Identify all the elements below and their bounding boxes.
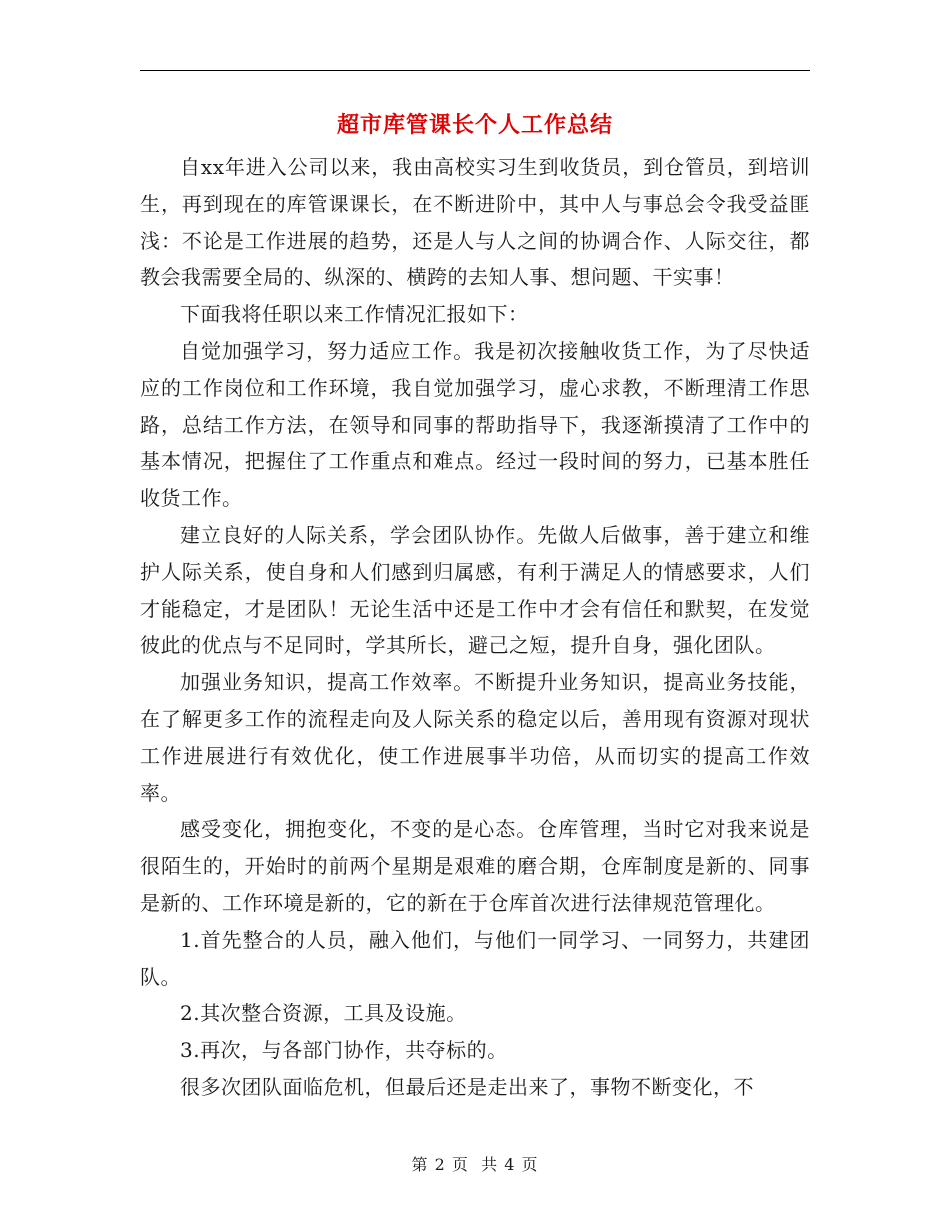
paragraph-efficiency: 加强业务知识，提高工作效率。不断提升业务知识，提高业务技能，在了解更多工作的流程走向及人际关系的稳定以后，善用现有资源对现状工作进展进行有效优化，使工作进展事半功倍，从而切实的提高工作效率。	[140, 670, 810, 805]
footer-suffix: 页	[521, 1155, 539, 1174]
footer-middle: 页 共	[451, 1155, 499, 1174]
paragraph-crisis: 很多次团队面临危机，但最后还是走出来了，事物不断变化，不	[180, 1074, 754, 1099]
paragraph-change: 感受变化，拥抱变化，不变的是心态。仓库管理，当时它对我来说是很陌生的，开始时的前两个星期是艰难的磨合期，仓库制度是新的、同事是新的、工作环境是新的，它的新在于仓库首次进行法律规范管理化。	[140, 817, 810, 915]
current-page-number: 2	[434, 1155, 446, 1174]
header-rule	[140, 70, 810, 71]
list-item-1: 1.首先整合的人员，融入他们，与他们一同学习、一同努力，共建团队。	[140, 927, 810, 989]
page-number-footer	[0, 1153, 950, 1177]
document-body	[140, 149, 810, 1106]
document-title: 超市库管课长个人工作总结	[336, 112, 613, 138]
paragraph-relationships: 建立良好的人际关系，学会团队协作。先做人后做事，善于建立和维护人际关系，使自身和人们感到归属感，有利于满足人的情感要求，人们才能稳定，才是团队！无论生活中还是工作中才会有信任和默契，在发觉彼此的优点与不足同时，学其所长，避己之短，提升自身，强化团队。	[140, 522, 810, 658]
total-page-count: 4	[504, 1155, 516, 1174]
footer-prefix: 第	[411, 1155, 429, 1174]
list-item-3: 3.再次，与各部门协作，共夺标的。	[180, 1038, 508, 1063]
paragraph-learning: 自觉加强学习，努力适应工作。我是初次接触收货工作，为了尽快适应的工作岗位和工作环境，我自觉加强学习，虚心求教，不断理清工作思路，总结工作方法，在领导和同事的帮助指导下，我逐渐摸清了工作中的基本情况，把握住了工作重点和难点。经过一段时间的努力，已基本胜任收货工作。	[140, 338, 810, 511]
paragraph-report-lead: 下面我将任职以来工作情况汇报如下：	[180, 302, 529, 327]
list-item-2: 2.其次整合资源，工具及设施。	[180, 1001, 467, 1026]
paragraph-intro: 自xx年进入公司以来，我由高校实习生到收货员，到仓管员，到培训生，再到现在的库管课课长，在不断进阶中，其中人与事总会令我受益匪浅：不论是工作进展的趋势，还是人与人之间的协调合作、人际交往，都教会我需要全局的、纵深的、横跨的去知人事、想问题、干实事！	[140, 155, 810, 290]
